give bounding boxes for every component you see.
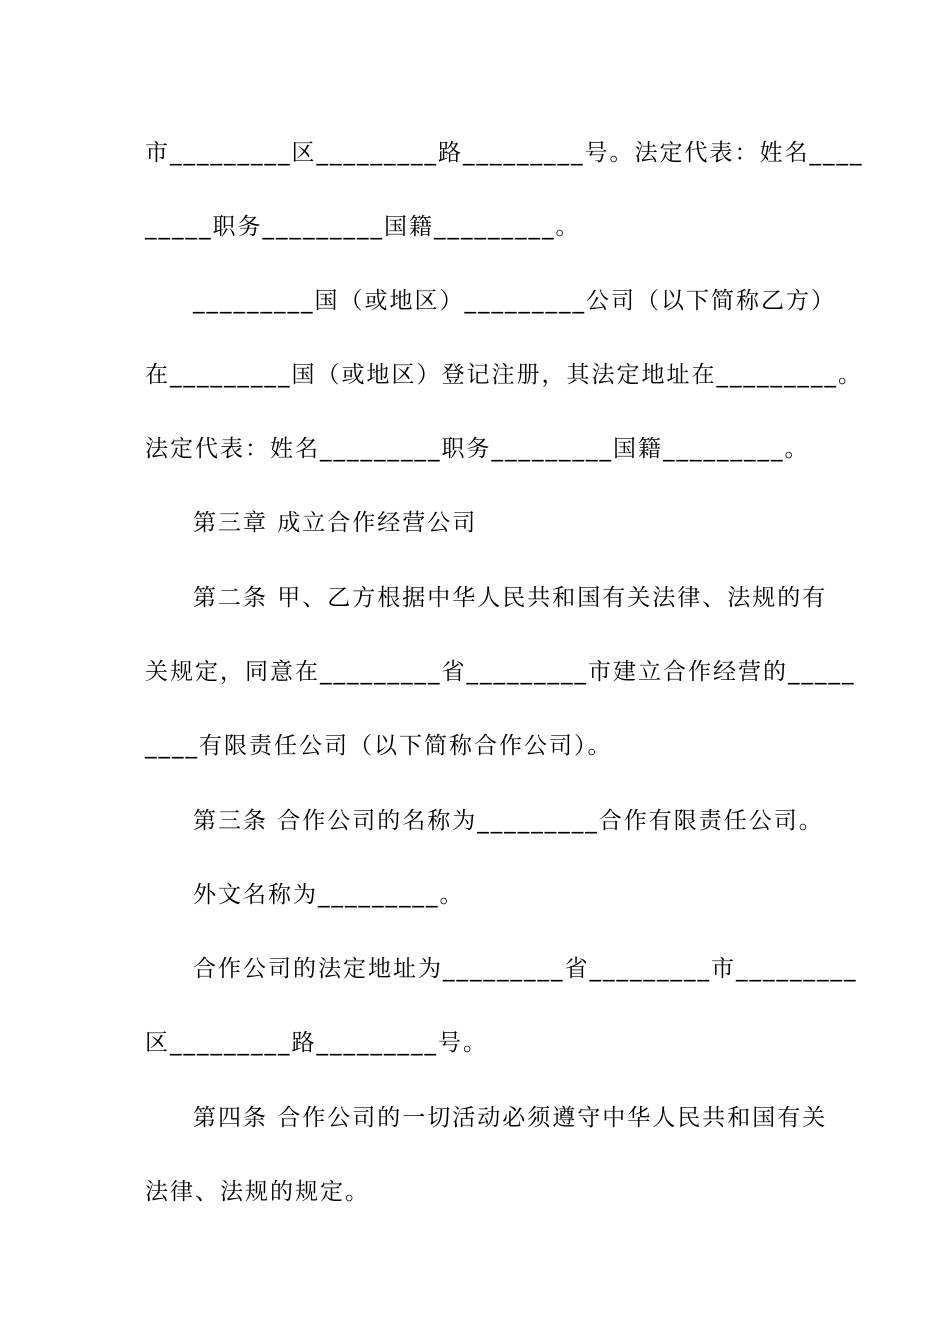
doc-line: 区_________路_________号。 — [145, 1030, 488, 1056]
doc-line: 外文名称为_________。 — [193, 882, 465, 908]
doc-line: 关规定，同意在_________省_________市建立合作经营的_____ — [145, 659, 856, 685]
doc-line: 合作公司的法定地址为_________省_________市_________ — [193, 956, 858, 982]
doc-line: 在_________国（或地区）登记注册，其法定地址在_________。 — [145, 362, 863, 388]
doc-line: 第四条 合作公司的一切活动必须遵守中华人民共和国有关 — [193, 1105, 828, 1131]
doc-line: 法律、法规的规定。 — [145, 1179, 370, 1205]
doc-line: _________国（或地区）_________公司（以下简称乙方） — [193, 288, 836, 314]
doc-line: 市_________区_________路_________号。法定代表：姓名____ — [145, 140, 864, 166]
doc-line: ____有限责任公司（以下简称合作公司）。 — [145, 733, 613, 759]
doc-line: 第二条 甲、乙方根据中华人民共和国有关法律、法规的有 — [193, 585, 828, 611]
doc-line: 法定代表：姓名_________职务_________国籍_________。 — [145, 436, 810, 462]
chapter-heading: 第三章 成立合作经营公司 — [193, 510, 478, 536]
doc-line: 第三条 合作公司的名称为_________合作有限责任公司。 — [193, 808, 824, 834]
doc-line: _____职务_________国籍_________。 — [145, 214, 581, 240]
